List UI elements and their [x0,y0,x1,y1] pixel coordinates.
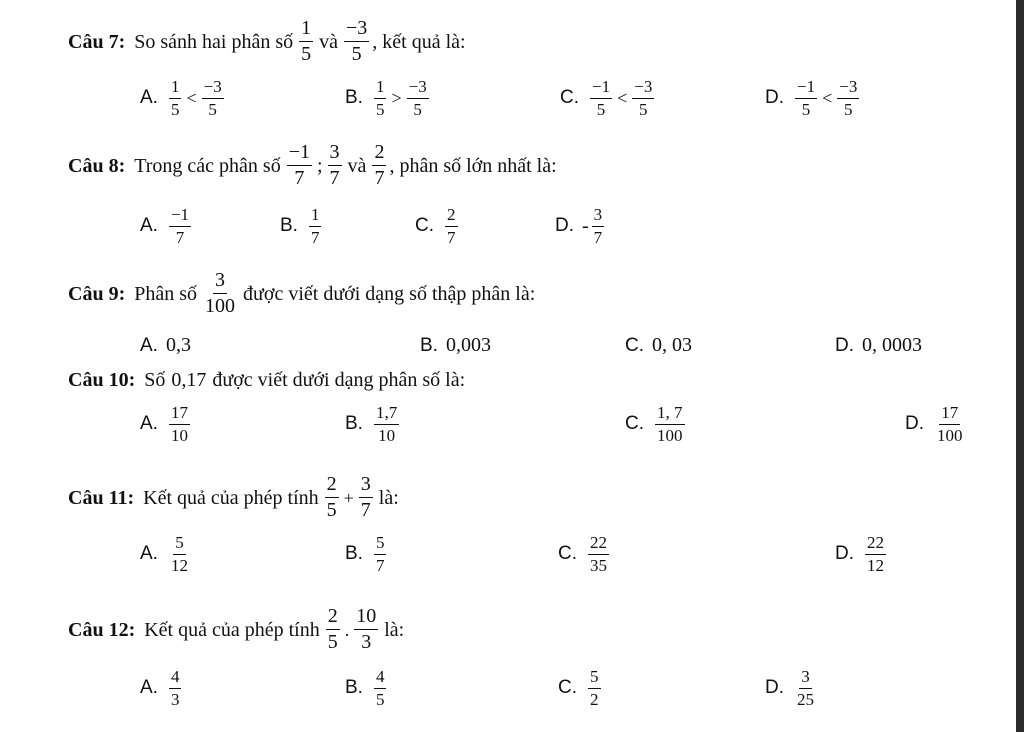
question-11-stem [68,474,402,521]
fraction: $\frac{3}{100}$ [205,269,236,317]
answer-option-a[interactable]: A. $\frac{5}{12}$ [140,533,188,575]
question-label: Câu 7: [68,30,126,53]
answer-option-d[interactable]: D. $\frac{22}{12}$ [835,533,884,575]
answer-option-b[interactable]: B. 0,003 [420,334,491,356]
answer-option-d[interactable]: D. 0, 0003 [835,334,922,356]
answer-option-d[interactable]: D. $\frac{-1}{5}$ < $\frac{-3}{5}$ [765,77,858,119]
answer-option-d[interactable]: D. $\frac{17}{100}$ [905,403,963,445]
answer-option-c[interactable]: C. $\frac{-1}{5}$ < $\frac{-3}{5}$ [560,77,653,119]
stem-text: Kết quả của phép tính [144,618,320,641]
stem-text: là: [384,618,405,641]
answer-option-a[interactable]: A. 0,3 [140,334,191,356]
fraction: $\frac{3}{7}$ [329,141,340,189]
fraction: $\frac{3}{7}$ [360,473,371,521]
question-10-stem [68,368,468,392]
stem-text: So sánh hai phân số [134,30,294,53]
stem-text: được viết dưới dạng phân số là: [212,369,466,391]
stem-text: , phân số lớn nhất là: [389,154,557,177]
stem-text: là: [378,486,399,509]
question-label: Câu 12: [68,618,136,641]
answer-option-d[interactable]: D. - $\frac{3}{7}$ [555,205,603,247]
operator: . [344,619,350,640]
answer-option-b[interactable]: B. $\frac{5}{7}$ [345,533,385,575]
stem-text: được viết dưới dạng số thập phân là: [243,282,536,305]
question-label: Câu 8: [68,154,126,177]
answer-option-a[interactable]: A. $\frac{17}{10}$ [140,403,188,445]
stem-text: và [319,30,339,53]
answer-option-b[interactable]: B. $\frac{1}{5}$ > $\frac{-3}{5}$ [345,77,427,119]
answer-option-c[interactable]: C. $\frac{2}{7}$ [415,205,456,247]
question-label: Câu 10: [68,369,136,391]
stem-text: , kết quả là: [372,30,466,53]
fraction: $\frac{1}{5}$ [301,17,312,65]
answer-option-b[interactable]: B. $\frac{1,7}{10}$ [345,403,398,445]
fraction: $\frac{2}{5}$ [327,605,338,653]
question-label: Câu 9: [68,282,126,305]
question-9-stem [68,270,538,317]
separator: ; [316,154,323,177]
stem-text: Phân số [134,282,198,305]
window-frame-edge [1016,0,1024,732]
question-7-stem [68,18,466,65]
stem-text: và [347,154,367,177]
stem-text: Trong các phân số [134,154,281,177]
question-label: Câu 11: [68,486,135,509]
answer-option-a[interactable]: A. $\frac{1}{5}$ < $\frac{-3}{5}$ [140,77,222,119]
answer-option-b[interactable]: B. $\frac{4}{5}$ [345,667,385,709]
answer-option-d[interactable]: D. $\frac{3}{25}$ [765,667,814,709]
stem-value: 0,17 [171,369,207,391]
fraction: $\frac{-3}{5}$ [346,17,368,65]
fraction: $\frac{2}{7}$ [374,141,385,189]
answer-option-a[interactable]: A. $\frac{4}{3}$ [140,667,180,709]
fraction: $\frac{10}{3}$ [356,605,377,653]
question-8-stem [68,142,557,189]
fraction: $\frac{-1}{7}$ [288,141,310,189]
stem-text: Số [144,369,166,391]
operator: + [343,487,354,508]
stem-text: Kết quả của phép tính [143,486,319,509]
answer-option-c[interactable]: C. $\frac{5}{2}$ [558,667,599,709]
answer-option-c[interactable]: C. $\frac{22}{35}$ [558,533,607,575]
answer-option-a[interactable]: A. $\frac{-1}{7}$ [140,205,190,247]
fraction: $\frac{2}{5}$ [326,473,337,521]
answer-option-c[interactable]: C. $\frac{1, 7}{100}$ [625,403,683,445]
question-12-stem [68,606,407,653]
answer-option-c[interactable]: C. 0, 03 [625,334,692,356]
answer-option-b[interactable]: B. $\frac{1}{7}$ [280,205,320,247]
